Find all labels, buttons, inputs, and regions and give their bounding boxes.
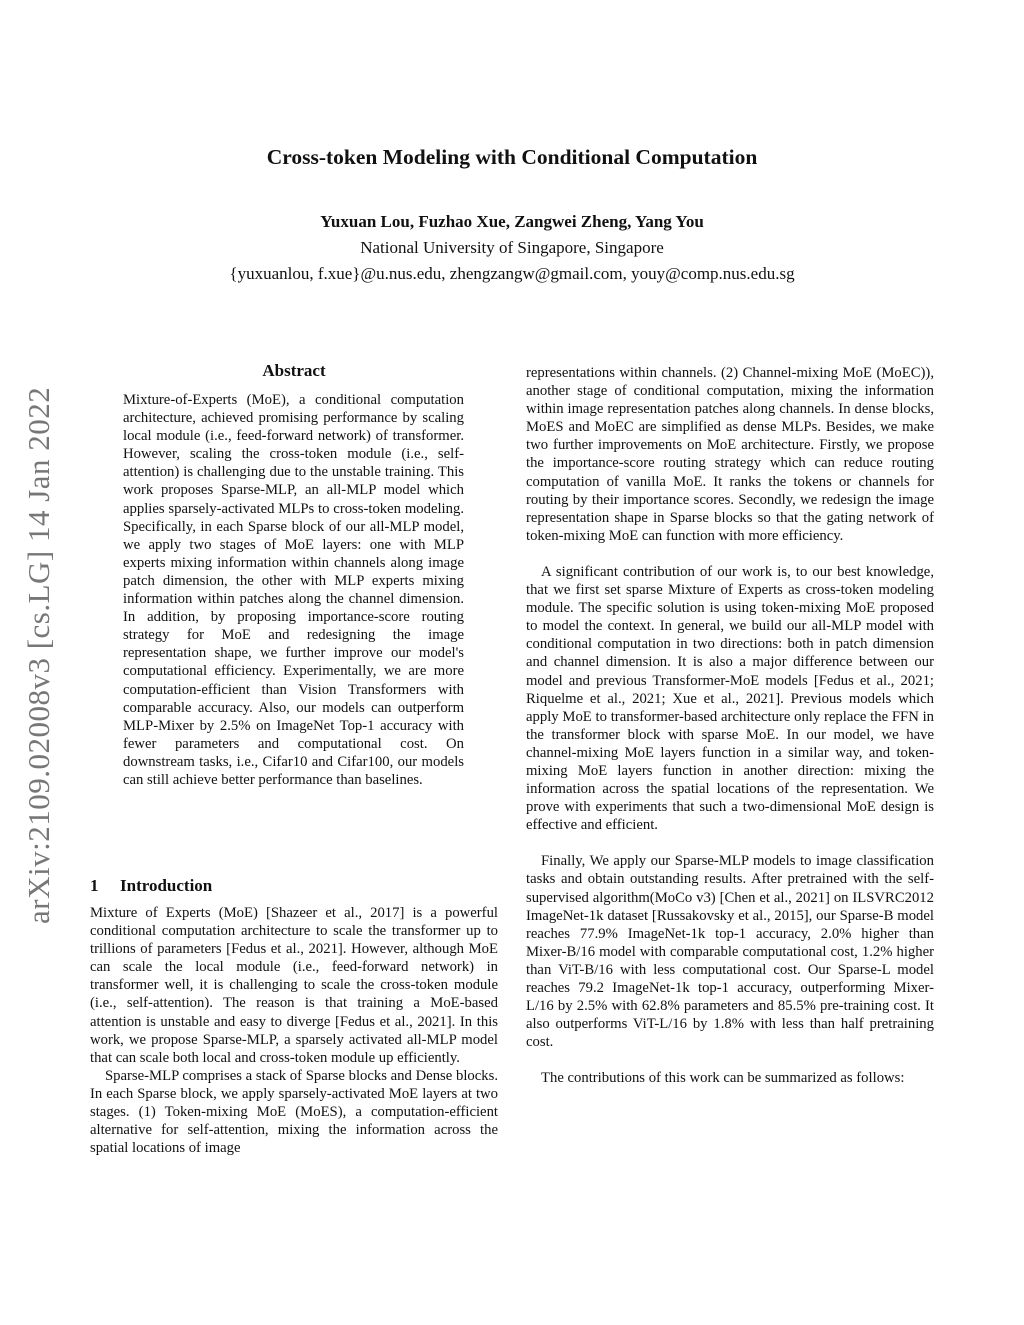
- paper-title: Cross-token Modeling with Conditional Computation: [266, 145, 758, 169]
- abstract-paragraph: Mixture-of-Experts (MoE), a conditional computation architecture, achieved promising performance by scaling local module (i.e., feed-forward network) of transformer. However, scaling the cross-token module (i.e., self-attention) is challenging due to the unstable training. This work proposes Sparse-MLP, an all-MLP model which applies sparsely-activated MLPs to cross-token modeling. Specifically, in each Sparse block of our all-MLP model, we apply two stages of MoE layers: one with MLP experts mixing information within channels along image patch dimension, the other with MLP experts mixing information within patches along the channel dimension. In addition, by proposing importance-score routing strategy for MoE and redesigning the image representation shape, we further improve our model's computational efficiency. Experimentally, we are more computation-efficient than Vision Transformers with comparable accuracy. Also, our models can outperform MLP-Mixer by 2.5% on ImageNet Top-1 accuracy with fewer parameters and computational cost. On downstream tasks, i.e., Cifar10 and Cifar100, our models can still achieve better performance than baselines.: [123, 392, 464, 788]
- right-column-body: [526, 364, 934, 1087]
- abstract-heading: Abstract: [262, 361, 326, 380]
- right-paragraph-1: representations within channels. (2) Channel-mixing MoE (MoEC)), another stage of conditional computation, mixing the information within image representation patches along channels. In dense blocks, MoES and MoEC are simplified as dense MLPs. Besides, we make two further improvements on MoE architecture. Firstly, we propose the importance-score routing strategy which can reduce routing computation of vanilla MoE. It ranks the tokens or channels for routing by their importance scores. Secondly, we redesign the image representation shape in Sparse blocks so that the gating network of token-mixing MoE can function with more efficiency.: [526, 365, 934, 544]
- section-number: 1: [90, 876, 99, 895]
- author-list: Yuxuan Lou, Fuzhao Xue, Zangwei Zheng, Yang You: [320, 212, 704, 231]
- section-title: Introduction: [120, 876, 213, 895]
- right-paragraph-3: Finally, We apply our Sparse-MLP models to image classification tasks and obtain outstanding results. After pretrained with the self-supervised algorithm(MoCo v3) [Chen et al., 2021] on ILSVRC2012 ImageNet-1k dataset [Russakovsky et al., 2015], our Sparse-B model reaches 77.9% ImageNet-1k top-1 accuracy, 2.0% higher than Mixer-B/16 model with comparable computational cost, 1.2% higher than ViT-B/16 with less computational cost. Our Sparse-L model reaches 79.2 ImageNet-1k top-1 accuracy, outperforming Mixer-L/16 by 2.5% with 62.8% parameters and 85.5% pre-training cost. It also outperforms ViT-L/16 by 1.8% with less than half pretraining cost.: [526, 853, 934, 1051]
- introduction-paragraph-2: Sparse-MLP comprises a stack of Sparse blocks and Dense blocks. In each Sparse block, we apply sparsely-activated MoE layers at two stages. (1) Token-mixing MoE (MoES), a computation-efficient alternative for self-attention, mixing the information across the spatial locations of image: [90, 1067, 498, 1157]
- introduction-heading: [90, 876, 498, 896]
- right-paragraph-4: The contributions of this work can be summarized as follows:: [541, 1070, 905, 1087]
- introduction-paragraph-1: Mixture of Experts (MoE) [Shazeer et al., 2017] is a powerful conditional computation architecture to scale the transformer up to trillions of parameters [Fedus et al., 2021]. However, although MoE can scale the local module (i.e., feed-forward network) in transformer well, it is challenging to scale the cross-token module (i.e., self-attention). The reason is that training a MoE-based attention is unstable and easy to diverge [Fedus et al., 2021]. In this work, we propose Sparse-MLP, a sparsely activated all-MLP model that can scale both local and cross-token module up efficiently.: [90, 905, 498, 1066]
- introduction-body: [90, 904, 498, 1157]
- abstract-text: [123, 391, 464, 789]
- affiliation: National University of Singapore, Singapore: [360, 238, 664, 257]
- arxiv-identifier-stamp: arXiv:2109.02008v3 [cs.LG] 14 Jan 2022: [21, 386, 56, 924]
- author-emails: {yuxuanlou, f.xue}@u.nus.edu, zhengzangw@gmail.com, youy@comp.nus.edu.sg: [229, 264, 795, 283]
- right-paragraph-2: A significant contribution of our work is, to our best knowledge, that we first set sparse Mixture of Experts as cross-token modeling module. The specific solution is using token-mixing MoE proposed to model the context. In general, we build our all-MLP model with conditional computation in two directions: both in patch dimension and channel dimension. It is also a major difference between our model and previous Transformer-MoE models [Fedus et al., 2021; Riquelme et al., 2021; Xue et al., 2021]. Previous models which apply MoE to transformer-based architecture only replace the FFN in the transformer block with sparse MoE. In our model, we have channel-mixing MoE layers function in a similar way, and token-mixing MoE layers function in another direction: mixing the information across the spatial locations of the representation. We prove with experiments that such a two-dimensional MoE design is effective and efficient.: [526, 563, 934, 834]
